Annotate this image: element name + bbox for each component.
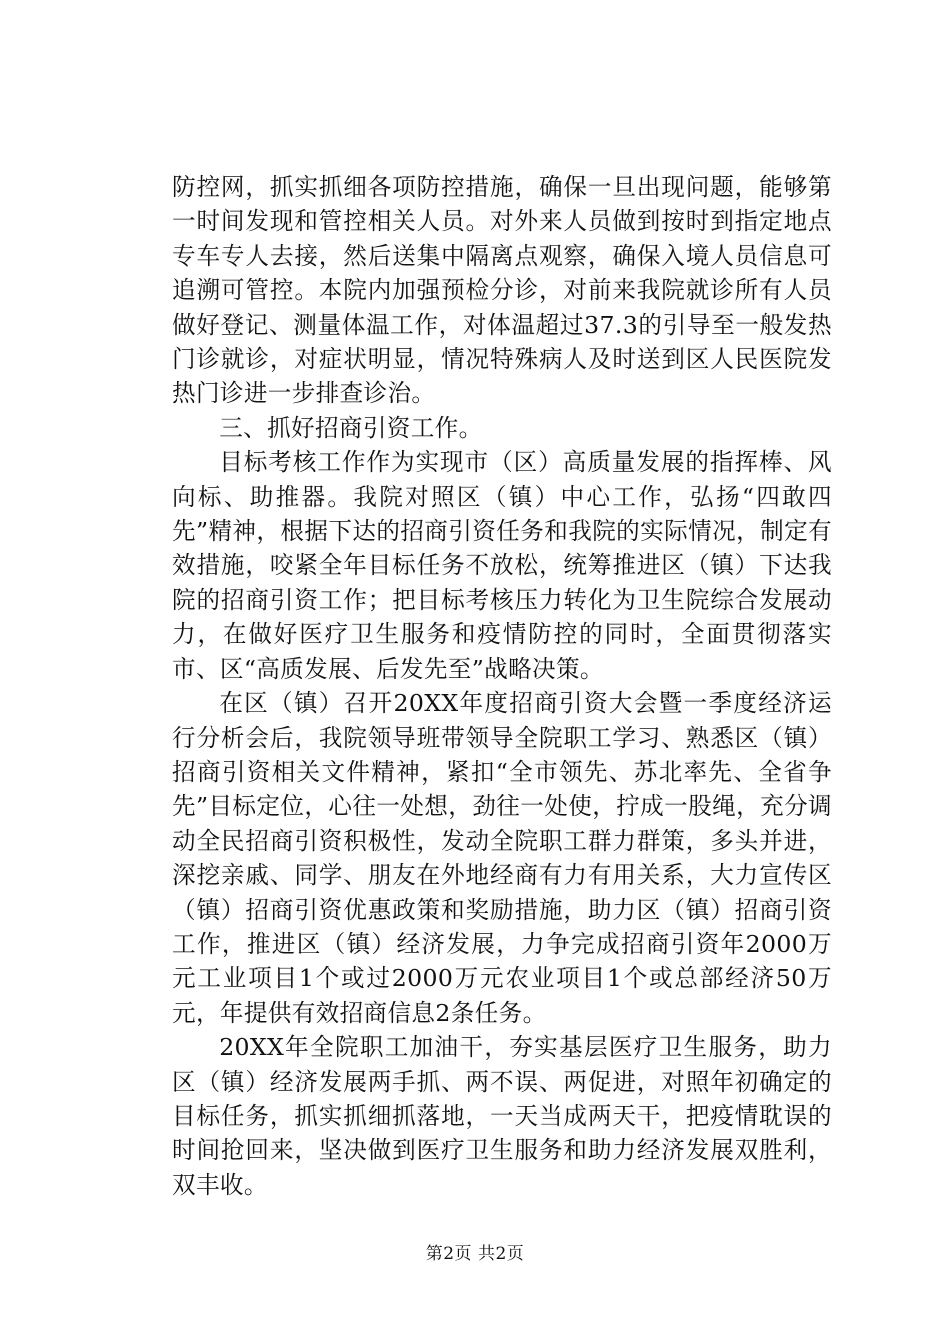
paragraph-conclusion: 20XX年全院职工加油干，夯实基层医疗卫生服务，助力区（镇）经济发展两手抓、两不误、两促进，对照年初确定的目标任务，抓实抓细抓落地，一天当成两天干，把疫情耽误的时间抢回来，坚决做到医疗卫生服务和助力经济发展双胜利，双丰收。 [172,1033,832,1199]
page-footer [0,1243,950,1265]
document-body [172,170,832,1202]
page-number: 第2页 共2页 [425,1244,525,1264]
paragraph-investment-meeting: 在区（镇）召开20XX年度招商引资大会暨一季度经济运行分析会后，我院领导班带领导全院职工学习、熟悉区（镇）招商引资相关文件精神，紧扣“全市领先、苏北率先、全省争先”目标定位，心往一处想，劲往一处使，拧成一股绳，充分调动全民招商引资积极性，发动全院职工群力群策，多头并进，深挖亲戚、同学、朋友在外地经商有力有用关系，大力宣传区（镇）招商引资优惠政策和奖励措施，助力区（镇）招商引资工作，推进区（镇）经济发展，力争完成招商引资年2000万元工业项目1个或过2000万元农业项目1个或总部经济50万元，年提供有效招商信息2条任务。 [172,689,832,1027]
section-heading-3: 三、抓好招商引资工作。 [219,413,483,442]
paragraph-target-assessment: 目标考核工作作为实现市（区）高质量发展的指挥棒、风向标、助推器。我院对照区（镇）中心工作，弘扬“四敢四先”精神，根据下达的招商引资任务和我院的实际情况，制定有效措施，咬紧全年目标任务不放松，统筹推进区（镇）下达我院的招商引资工作；把目标考核压力转化为卫生院综合发展动力，在做好医疗卫生服务和疫情防控的同时，全面贯彻落实市、区“高质发展、后发先至”战略决策。 [172,448,832,683]
paragraph-continued: 防控网，抓实抓细各项防控措施，确保一旦出现问题，能够第一时间发现和管控相关人员。对外来人员做到按时到指定地点专车专人去接，然后送集中隔离点观察，确保入境人员信息可追溯可管控。本院内加强预检分诊，对前来我院就诊所有人员做好登记、测量体温工作，对体温超过37.3的引导至一般发热门诊就诊，对症状明显，情况特殊病人及时送到区人民医院发热门诊进一步排查诊治。 [172,173,832,408]
